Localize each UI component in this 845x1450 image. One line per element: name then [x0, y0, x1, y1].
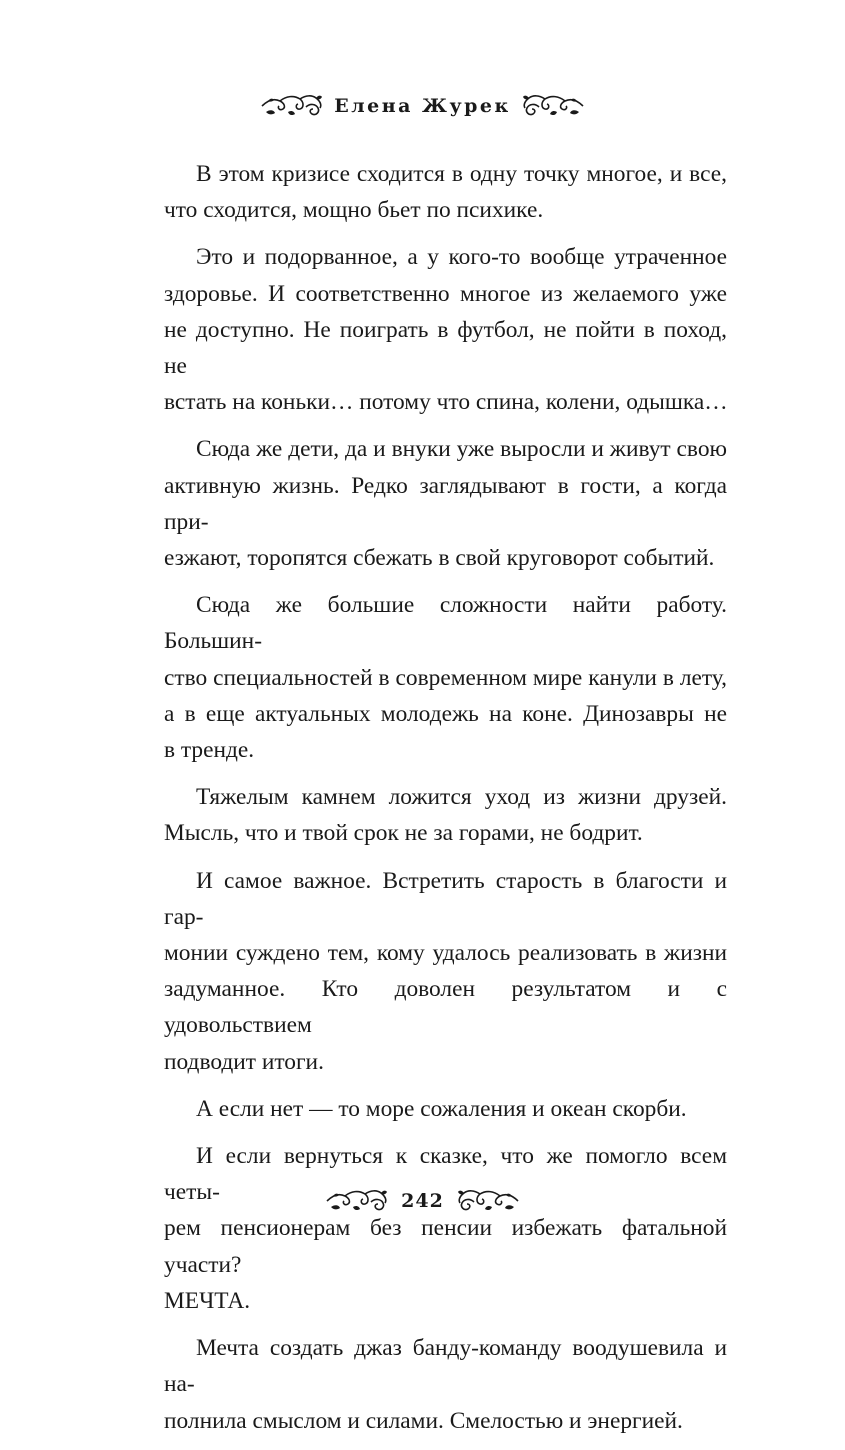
paragraph: [164, 431, 727, 576]
text-line: задуманное. Кто доволен результатом и с удовольствием: [164, 976, 727, 1039]
paragraph: [164, 1138, 727, 1319]
floral-ornament-icon: [521, 92, 585, 120]
floral-ornament-icon: [325, 1187, 389, 1215]
text-line: в тренде.: [164, 737, 255, 764]
paragraph: [164, 1091, 727, 1127]
text-line: Это и подорванное, а у кого-то вообще утраченное: [196, 244, 727, 271]
text-line: езжают, торопятся сбежать в свой круговорот событий.: [164, 545, 715, 572]
text-line: полнила смыслом и силами. Смелостью и энергией.: [164, 1407, 683, 1434]
text-line: рем пенсионерам без пенсии избежать фатальной участи?: [164, 1215, 727, 1278]
floral-ornament-icon: [456, 1187, 520, 1215]
page-body: [164, 156, 727, 1450]
text-line: Тяжелым камнем ложится уход из жизни друзей.: [196, 784, 727, 811]
running-header: [0, 86, 845, 126]
page-number: 242: [401, 1190, 444, 1212]
paragraph: [164, 239, 727, 420]
paragraph: [164, 863, 727, 1080]
paragraph: [164, 156, 727, 228]
paragraph: [164, 587, 727, 768]
page-footer: [0, 1184, 845, 1218]
text-line: МЕЧТА.: [164, 1287, 251, 1314]
text-line: Сюда же дети, да и внуки уже выросли и живут свою: [196, 436, 727, 463]
text-line: ство специальностей в современном мире канули в лету,: [164, 664, 727, 691]
text-line: И если вернуться к сказке, что же помогло всем четы-: [164, 1143, 727, 1206]
text-line: Мысль, что и твой срок не за горами, не бодрит.: [164, 820, 643, 847]
text-line: что сходится, мощно бьет по психике.: [164, 197, 544, 224]
text-line: Мечта создать джаз банду-команду воодушевила и на-: [164, 1335, 727, 1398]
text-line: И самое важное. Встретить старость в благости и гар-: [164, 867, 727, 930]
paragraph: [164, 779, 727, 851]
text-line: активную жизнь. Редко заглядывают в гости, а когда при-: [164, 472, 727, 535]
text-line: В этом кризисе сходится в одну точку многое, и все,: [196, 161, 727, 187]
text-line: здоровье. И соответственно многое из желаемого уже: [164, 280, 727, 307]
text-line: подводит итоги.: [164, 1048, 324, 1075]
text-line: Сюда же большие сложности найти работу. Большин-: [164, 592, 727, 655]
text-line: монии суждено тем, кому удалось реализовать в жизни: [164, 940, 727, 967]
text-line: встать на коньки… потому что спина, колени, одышка…: [164, 389, 728, 416]
author-name: Елена Журек: [334, 95, 511, 117]
paragraph: [164, 1330, 727, 1439]
text-line: а в еще актуальных молодежь на коне. Динозавры не: [164, 700, 727, 727]
text-line: А если нет — то море сожаления и океан скорби.: [196, 1095, 687, 1122]
floral-ornament-icon: [260, 92, 324, 120]
text-line: не доступно. Не поиграть в футбол, не пойти в поход, не: [164, 316, 727, 380]
